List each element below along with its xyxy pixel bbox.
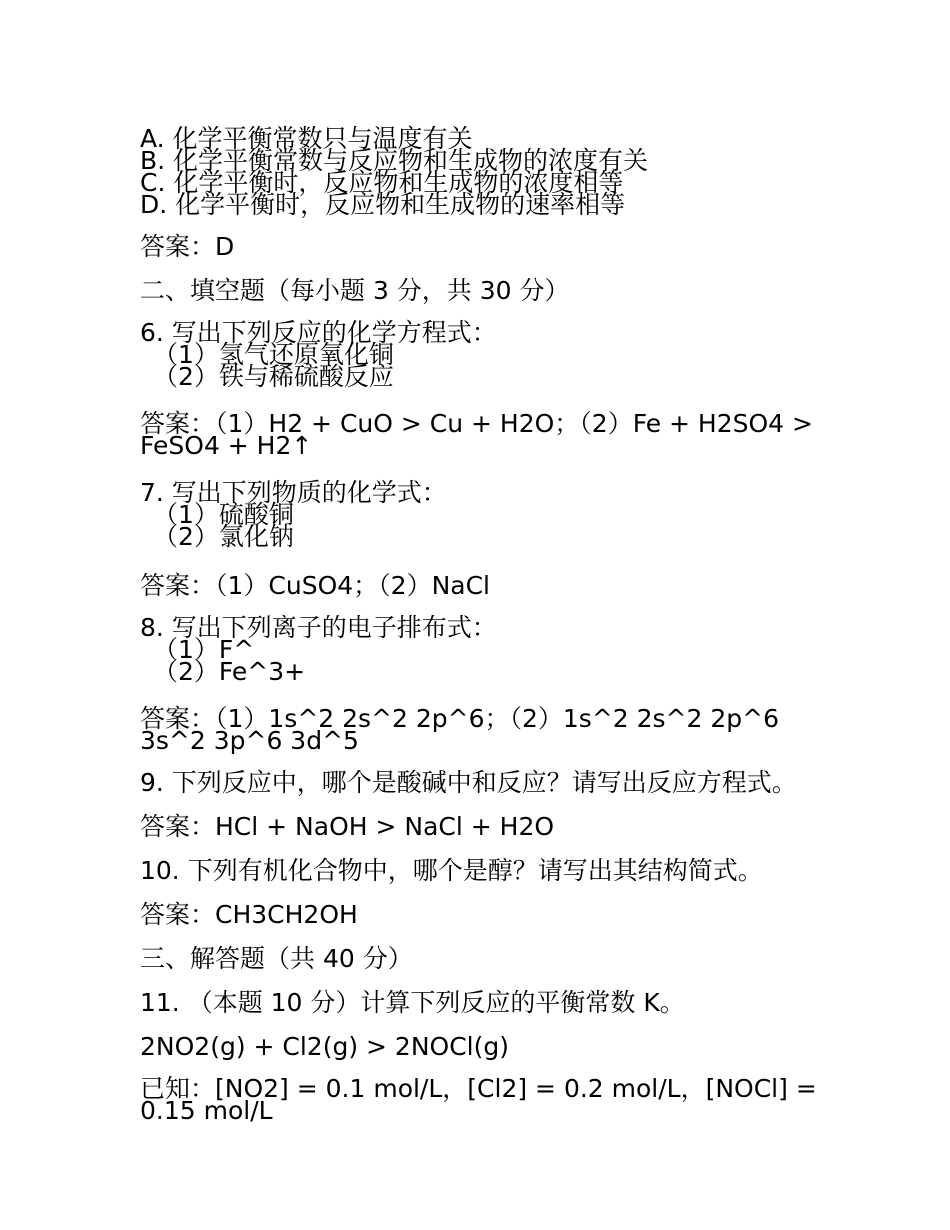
question-7-item-2: （2）氯化钠	[153, 522, 294, 551]
question-11-given	[140, 1074, 830, 1125]
option-d: D. 化学平衡时，反应物和生成物的速率相等	[140, 190, 626, 219]
answer-q5: 答案：D	[140, 232, 235, 261]
question-6-item-2: （2）铁与稀硫酸反应	[153, 362, 394, 391]
question-6-title: 6. 写出下列反应的化学方程式：	[140, 318, 497, 347]
question-7-item-1: （1）硫酸铜	[153, 500, 294, 529]
answer-q9: 答案：HCl + NaOH > NaCl + H2O	[140, 812, 555, 841]
question-7-title: 7. 写出下列物质的化学式：	[140, 478, 447, 507]
answer-q8-line-2: 3s^2 3p^6 3d^5	[140, 726, 359, 755]
question-11-equation: 2NO2(g) + Cl2(g) > 2NOCl(g)	[140, 1032, 509, 1061]
option-a: A. 化学平衡常数只与温度有关	[140, 124, 473, 153]
answer-q6-line-1: 答案：（1）H2 + CuO > Cu + H2O；（2）Fe + H2SO4 >	[140, 409, 813, 438]
question-11-title: 11. （本题 10 分）计算下列反应的平衡常数 K。	[140, 988, 685, 1017]
answer-q7: 答案：（1）CuSO4；（2）NaCl	[140, 571, 490, 600]
answer-q8	[140, 704, 830, 755]
option-c: C. 化学平衡时，反应物和生成物的浓度相等	[140, 168, 624, 197]
section-heading-problems: 三、解答题（共 40 分）	[140, 944, 413, 973]
question-8	[140, 613, 830, 686]
question-6-item-1: （1）氢气还原氧化铜	[153, 340, 394, 369]
question-6	[140, 318, 830, 391]
section-heading-fill-in: 二、填空题（每小题 3 分，共 30 分）	[140, 276, 570, 305]
answer-q10: 答案：CH3CH2OH	[140, 900, 358, 929]
question-9-title: 9. 下列反应中，哪个是酸碱中和反应？请写出反应方程式。	[140, 768, 797, 797]
option-b: B. 化学平衡常数与反应物和生成物的浓度有关	[140, 146, 649, 175]
question-7	[140, 478, 830, 551]
answer-q8-line-1: 答案：（1）1s^2 2s^2 2p^6；（2）1s^2 2s^2 2p^6	[140, 704, 779, 733]
question-11-given-line-1: 已知：[NO2] = 0.1 mol/L，[Cl2] = 0.2 mol/L，[NOCl] =	[140, 1074, 817, 1103]
answer-q6-line-2: FeSO4 + H2↑	[140, 431, 313, 460]
question-8-item-1: （1）F^	[153, 635, 255, 664]
question-8-title: 8. 写出下列离子的电子排布式：	[140, 613, 497, 642]
question-11-given-line-2: 0.15 mol/L	[140, 1096, 273, 1125]
answer-q6	[140, 409, 830, 460]
option-list	[140, 124, 830, 219]
document-page	[140, 124, 830, 1125]
question-10-title: 10. 下列有机化合物中，哪个是醇？请写出其结构简式。	[140, 856, 763, 885]
question-8-item-2: （2）Fe^3+	[153, 657, 306, 686]
